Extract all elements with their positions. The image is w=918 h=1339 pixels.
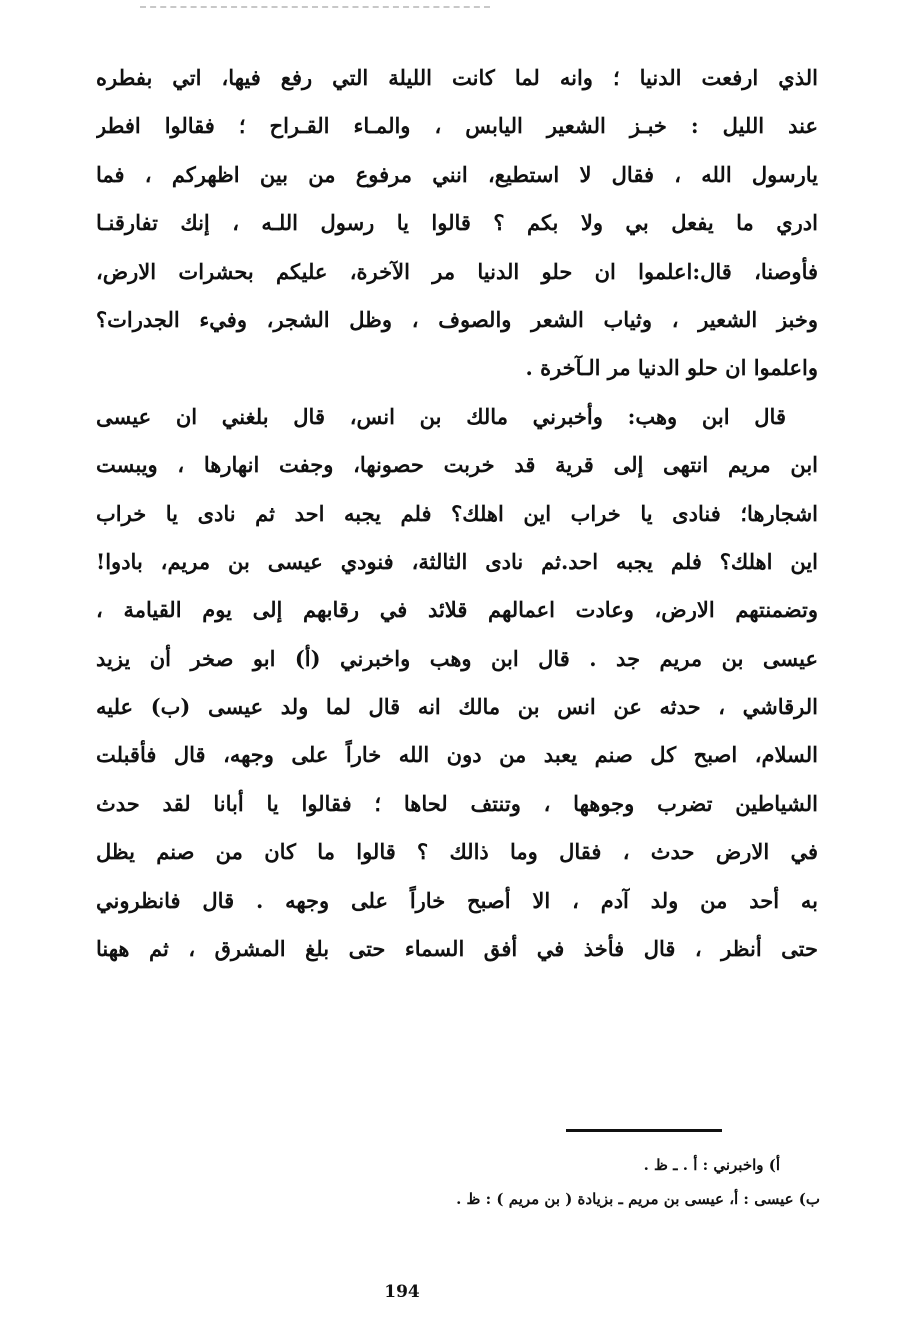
text-line: عيسى بن مريم جد . قال ابن وهب واخبرني (أ) ابو صخر أن يزيد <box>96 645 818 671</box>
top-dashed-rule <box>140 6 490 8</box>
text-line: عند الليل : خبـز الشعير اليابس ، والمـاء القـراح ؛ فقالوا افطر <box>96 113 818 139</box>
text-line: الذي ارفعت الدنيا ؛ وانه لما كانت الليلة التي رفع فيها، اتي بفطره <box>96 65 818 90</box>
text-line: فأوصنا، قال:اعلموا ان حلو الدنيا مر الآخرة، عليكم بحشرات الارض، <box>96 258 818 284</box>
text-line: وخبز الشعير ، وثياب الشعر والصوف ، وظل الشجر، وفيء الجدرات؟ <box>96 306 818 332</box>
text-line: ادري ما يفعل بي ولا بكم ؟ قالوا يا رسول اللـه ، إنك تفارقنـا <box>96 210 818 236</box>
text-line: الشياطين تضرب وجوهها ، وتنتف لحاها ؛ فقالوا يا أبانا لقد حدث <box>96 790 818 816</box>
text-line: قال ابن وهب: وأخبرني مالك بن انس، قال بلغني ان عيسى <box>96 403 786 429</box>
page-number: 194 <box>384 1282 420 1302</box>
footnotes <box>180 1148 820 1216</box>
text-line: الرقاشي ، حدثه عن انس بن مالك انه قال لما ولد عيسى (ب) عليه <box>96 694 818 720</box>
text-line: واعلموا ان حلو الدنيا مر الـآخرة . <box>525 355 818 381</box>
text-line: اشجارها؛ فنادى يا خراب اين اهلك؟ فلم يجبه احد ثم نادى يا خراب <box>96 500 818 526</box>
text-line: في الارض حدث ، فقال وما ذالك ؟ قالوا ما كان من صنم يظل <box>96 839 818 865</box>
text-line: وتضمنتهم الارض، وعادت اعمالهم قلائد في رقابهم إلى يوم القيامة ، <box>96 597 818 623</box>
footnote-b: ب) عيسى : أ، عيسى بن مريم ـ بزيادة ( بن مريم ) : ظ . <box>456 1190 820 1208</box>
footnote-separator <box>566 1129 722 1132</box>
text-line: حتى أنظر ، قال فأخذ في أفق السماء حتى بلغ المشرق ، ثم ههنا <box>96 936 818 962</box>
body-text <box>96 54 818 973</box>
footnote-a: أ) واخبرني : أ . ـ ظ . <box>643 1156 780 1174</box>
text-line: به أحد من ولد آدم ، الا أصبح خاراً على وجهه . قال فانظروني <box>96 887 818 913</box>
text-line: اين اهلك؟ فلم يجبه احد.ثم نادى الثالثة، فنودي عيسى بن مريم، بادوا! <box>96 548 818 574</box>
text-line: ابن مريم انتهى إلى قرية قد خربت حصونها، وجفت انهارها ، ويبست <box>96 452 818 478</box>
text-line: يارسول الله ، فقال لا استطيع، انني مرفوع من بين اظهركم ، فما <box>96 161 818 187</box>
text-line: السلام، اصبح كل صنم يعبد من دون الله خاراً على وجهه، قال فأقبلت <box>96 742 818 768</box>
